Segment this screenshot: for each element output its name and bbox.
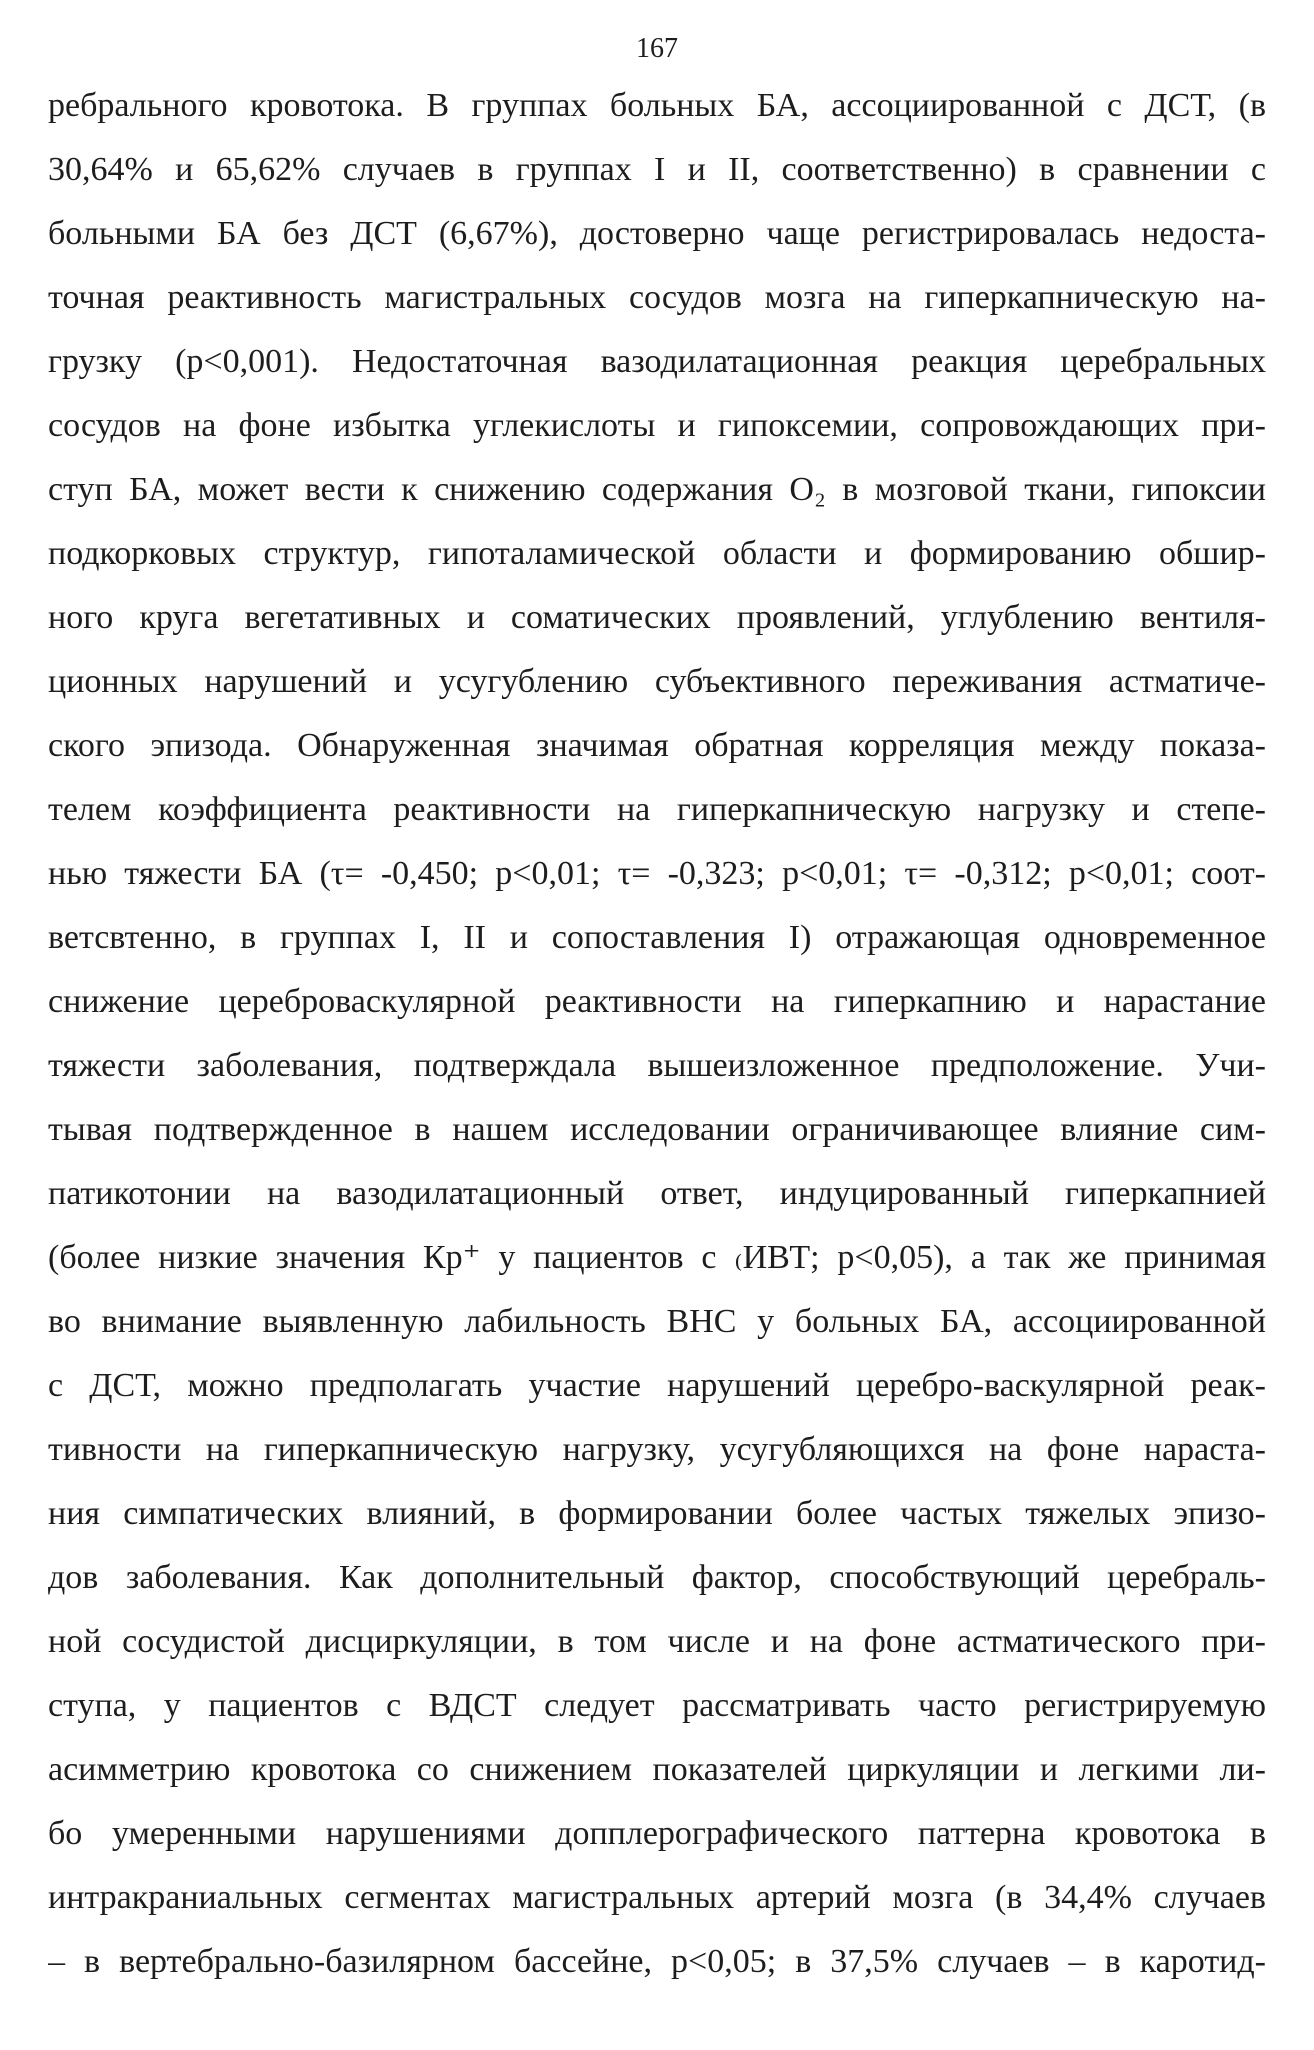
text-line: патикотонии на вазодилатационный ответ, индуцированный гиперкапнией — [48, 1175, 1266, 1212]
text-line: ступ БА, может вести к снижению содержания O₂ в мозговой ткани, гипоксии — [48, 471, 1266, 508]
text-line: больными БА без ДСТ (6,67%), достоверно чаще регистрировалась недоста- — [48, 215, 1266, 252]
text-line: нью тяжести БА (τ= -0,450; p<0,01; τ= -0,323; p<0,01; τ= -0,312; p<0,01; соот- — [48, 855, 1266, 892]
text-line: телем коэффициента реактивности на гиперкапническую нагрузку и степе- — [48, 791, 1266, 828]
text-line: тывая подтвержденное в нашем исследовании ограничивающее влияние сим- — [48, 1111, 1266, 1148]
text-line: 30,64% и 65,62% случаев в группах I и II, соответственно) в сравнении с — [48, 151, 1266, 188]
text-line: точная реактивность магистральных сосудов мозга на гиперкапническую на- — [48, 279, 1266, 316]
text-line: интракраниальных сегментах магистральных артерий мозга (в 34,4% случаев — [48, 1879, 1266, 1916]
text-line: ния симпатических влияний, в формировании более частых тяжелых эпизо- — [48, 1495, 1266, 1532]
text-line: бо умеренными нарушениями допплерографического паттерна кровотока в — [48, 1815, 1266, 1852]
text-line: во внимание выявленную лабильность ВНС у больных БА, ассоциированной — [48, 1303, 1266, 1340]
body-text — [48, 74, 1266, 1994]
text-line: ступа, у пациентов с ВДСТ следует рассматривать часто регистрируемую — [48, 1687, 1266, 1724]
text-line: ной сосудистой дисциркуляции, в том числе и на фоне астматического при- — [48, 1623, 1266, 1660]
text-line: с ДСТ, можно предполагать участие нарушений церебро-васкулярной реак- — [48, 1367, 1266, 1404]
text-line: (более низкие значения Кр⁺ у пациентов с ₍ИВТ; p<0,05), а так же принимая — [48, 1239, 1266, 1276]
text-line: дов заболевания. Как дополнительный фактор, способствующий церебраль- — [48, 1559, 1266, 1596]
text-line: ционных нарушений и усугублению субъективного переживания астматиче- — [48, 663, 1266, 700]
text-line: ветсвтенно, в группах I, II и сопоставления I) отражающая одновременное — [48, 919, 1266, 956]
text-line: асимметрию кровотока со снижением показателей циркуляции и легкими ли- — [48, 1751, 1266, 1788]
text-line: тяжести заболевания, подтверждала вышеизложенное предположение. Учи- — [48, 1047, 1266, 1084]
text-line: ребрального кровотока. В группах больных БА, ассоциированной с ДСТ, (в — [48, 87, 1266, 124]
text-line: – в вертебрально-базилярном бассейне, p<0,05; в 37,5% случаев – в каротид- — [48, 1943, 1266, 1980]
page-number: 167 — [636, 33, 678, 64]
text-line: ного круга вегетативных и соматических проявлений, углублению вентиля- — [48, 599, 1266, 636]
text-line: подкорковых структур, гипоталамической области и формированию обшир- — [48, 535, 1266, 572]
text-line: сосудов на фоне избытка углекислоты и гипоксемии, сопровождающих при- — [48, 407, 1266, 444]
text-line: ского эпизода. Обнаруженная значимая обратная корреляция между показа- — [48, 727, 1266, 764]
text-line: снижение цереброваскулярной реактивности на гиперкапнию и нарастание — [48, 983, 1266, 1020]
text-line: грузку (p<0,001). Недостаточная вазодилатационная реакция церебральных — [48, 343, 1266, 380]
text-line: тивности на гиперкапническую нагрузку, усугубляющихся на фоне нараста- — [48, 1431, 1266, 1468]
